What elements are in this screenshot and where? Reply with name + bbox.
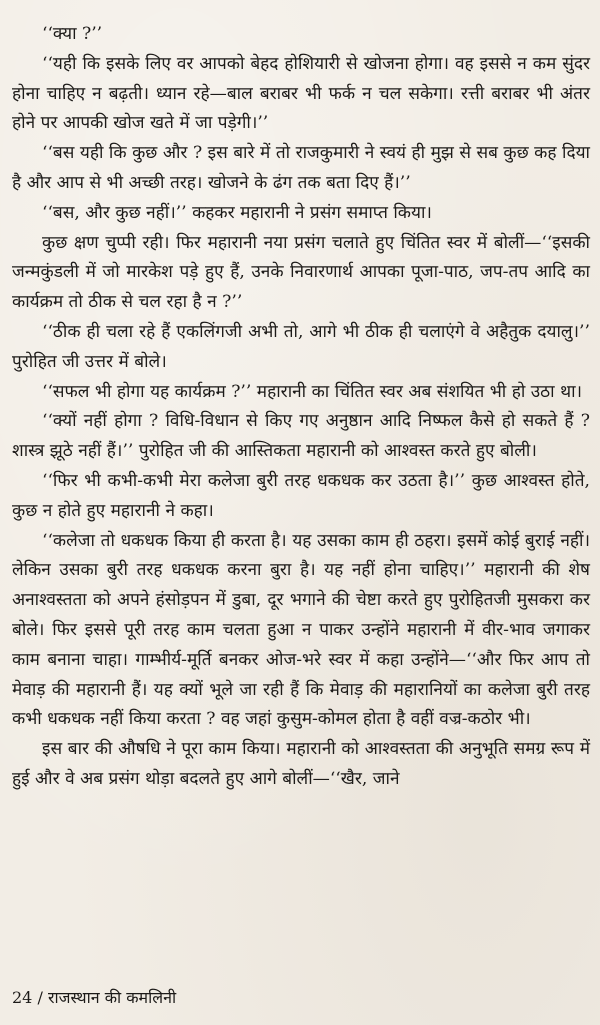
running-title: राजस्थान की कमलिनी: [47, 988, 177, 1007]
footer-separator: /: [37, 988, 43, 1007]
body-text: [12, 20, 590, 795]
paragraph-5: कुछ क्षण चुप्पी रही। फिर महारानी नया प्रसंग चलाते हुए चिंतित स्वर में बोलीं—‘‘इसकी जन्मकुंडली में जो मारकेश पड़े हुए हैं, उनके निवारणार्थ आपका पूजा-पाठ, जप-तप आदि का कार्यक्रम तो ठीक से चल रहा है न ?’’: [12, 232, 590, 313]
page-number: 24: [12, 988, 33, 1007]
paragraph-1: ‘‘क्या ?’’: [42, 24, 103, 44]
paragraph-4: ‘‘बस, और कुछ नहीं।’’ कहकर महारानी ने प्रसंग समाप्त किया।: [42, 202, 432, 223]
paragraph-10: ‘‘कलेजा तो धकधक किया ही करता है। यह उसका काम ही ठहरा। इसमें कोई बुराई नहीं। लेकिन उसका बुरी तरह धकधक करना बुरा है। यह नहीं होना चाहिए।’’ महारानी की शेष अनाश्वस्तता को अपने हंसोड़पन में डुबा, दूर भगाने की चेष्टा करते हुए पुरोहितजी मुसकरा कर बोले। फिर इससे पूरी तरह काम चलता हुआ न पाकर उन्होंने महारानी में वीर-भाव जगाकर काम बनाना चाहा। गाम्भीर्य-मूर्ति बनकर ओज-भरे स्वर में कहा उन्होंने—‘‘और फिर आप तो मेवाड़ की महारानी हैं। यह क्यों भूले जा रही हैं कि मेवाड़ की महारानियों का कलेजा बुरी तरह कभी धकधक नहीं किया करता ? वह जहां कुसुम-कोमल होता है वहीं वज्र-कठोर भी।: [12, 530, 590, 730]
paragraph-11: इस बार की औषधि ने पूरा काम किया। महारानी को आश्वस्तता की अनुभूति समग्र रूप में हुई और वे अब प्रसंग थोड़ा बदलते हुए आगे बोलीं—‘‘खैर, जाने: [12, 739, 590, 789]
paragraph-2: ‘‘यही कि इसके लिए वर आपको बेहद होशियारी से खोजना होगा। वह इससे न कम सुंदर होना चाहिए न बढ़ती। ध्यान रहे—बाल बराबर भी फर्क न चल सकेगा। रत्ती बराबर भी अंतर होने पर आपकी खोज खते में जा पड़ेगी।’’: [12, 53, 590, 134]
paragraph-6: ‘‘ठीक ही चला रहे हैं एकलिंगजी अभी तो, आगे भी ठीक ही चलाएंगे वे अहैतुक दयालु।’’ पुरोहित जी उत्तर में बोले।: [12, 321, 590, 372]
page-footer: [12, 986, 176, 1008]
paragraph-8: ‘‘क्यों नहीं होगा ? विधि-विधान से किए गए अनुष्ठान आदि निष्फल कैसे हो सकते हैं ? शास्त्र झूठे नहीं हैं।’’ पुरोहित जी की आस्तिकता महारानी को आश्वस्त करते हुए बोली।: [12, 411, 590, 462]
paragraph-9: ‘‘फिर भी कभी-कभी मेरा कलेजा बुरी तरह धकधक कर उठता है।’’ कुछ आश्वस्त होते, कुछ न होते हुए महारानी ने कहा।: [12, 470, 590, 521]
paragraph-7: ‘‘सफल भी होगा यह कार्यक्रम ?’’ महारानी का चिंतित स्वर अब संशयित भी हो उठा था।: [42, 381, 583, 402]
paragraph-3: ‘‘बस यही कि कुछ और ? इस बारे में तो राजकुमारी ने स्वयं ही मुझ से सब कुछ कह दिया है और आप से भी अच्छी तरह। खोजने के ढंग तक बता दिए हैं।’’: [12, 143, 590, 193]
